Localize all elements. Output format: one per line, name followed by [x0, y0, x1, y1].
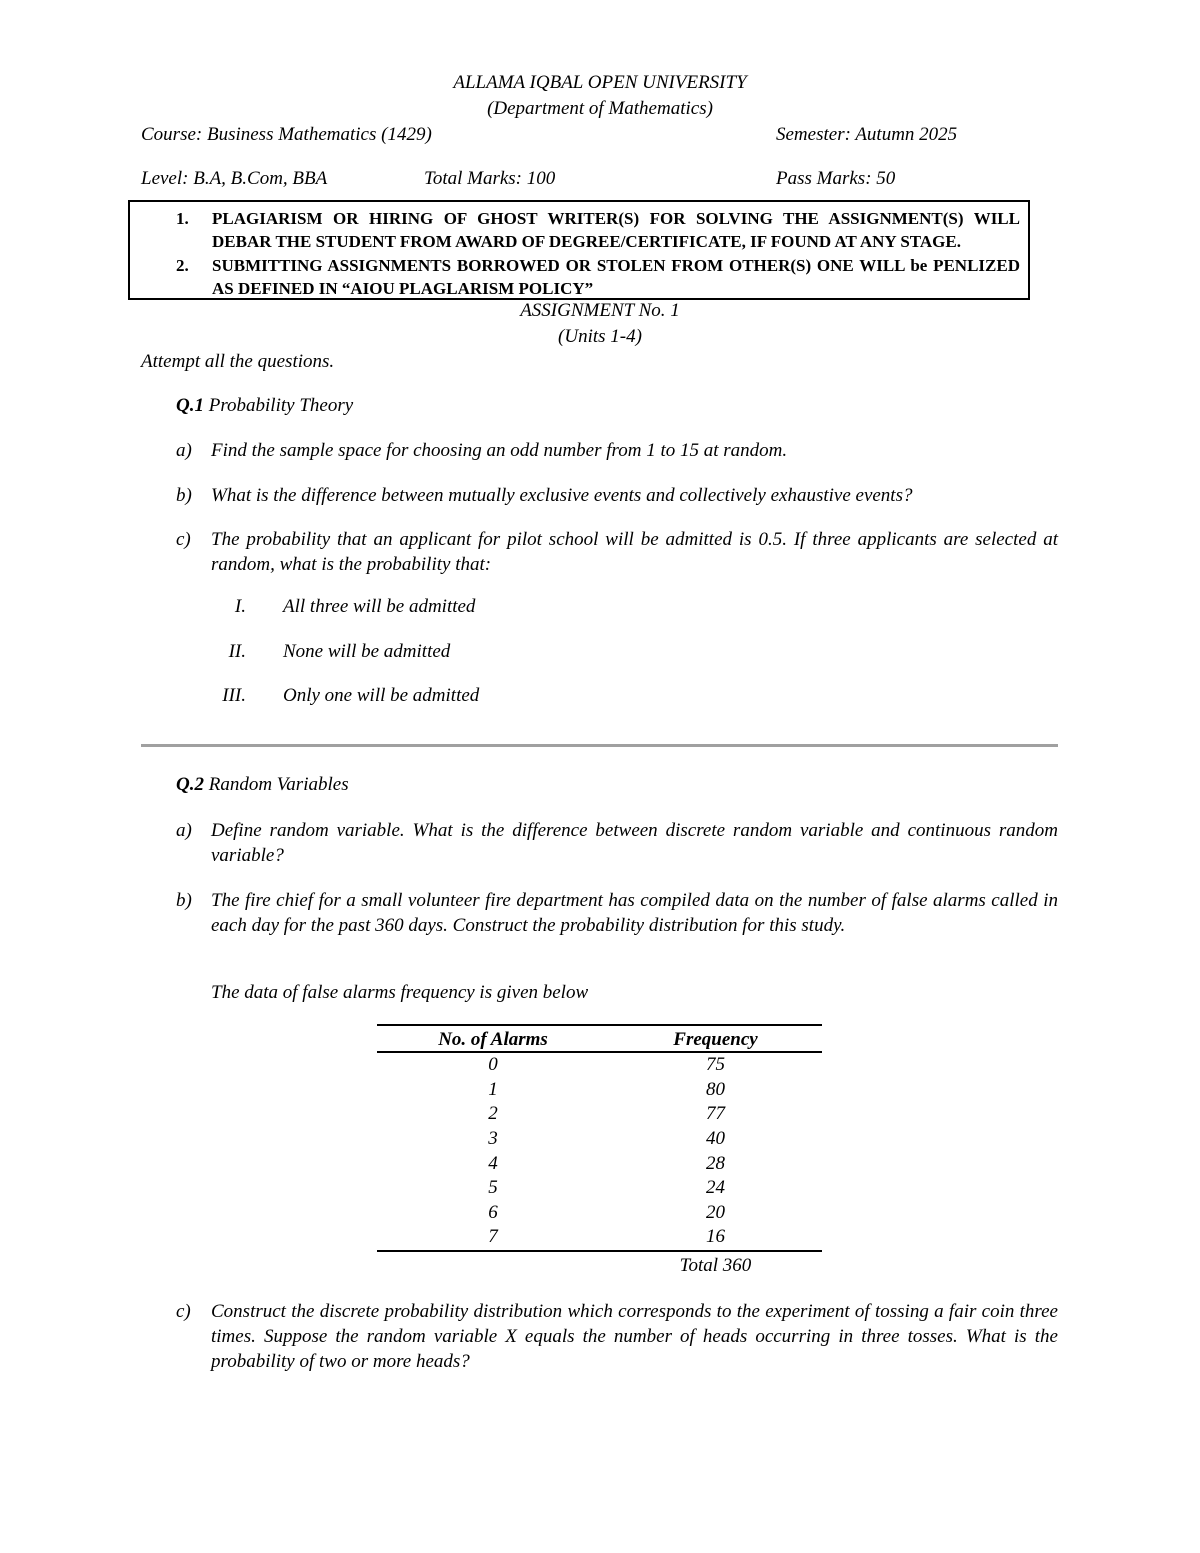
part-label: a) — [176, 820, 192, 841]
table-cell: 40 — [706, 1128, 725, 1150]
q1-part-a — [176, 438, 1058, 463]
table-cell: 0 — [488, 1054, 498, 1076]
column-header-alarms: No. of Alarms — [377, 1025, 609, 1052]
table-header-row — [377, 1025, 822, 1052]
q2-heading — [176, 774, 349, 796]
table-cell: 5 — [488, 1177, 498, 1199]
q1-part-b — [176, 483, 1058, 508]
table-total-row — [377, 1251, 822, 1280]
warning-item-1 — [176, 207, 1020, 253]
warning-text: SUBMITTING ASSIGNMENTS BORROWED OR STOLEN FROM OTHER(S) ONE WILL be PENLIZED AS DEFINED IN “AIOU PLAGLARISM POLICY” — [212, 256, 1020, 298]
table-cell: 75 — [706, 1054, 725, 1076]
table-row — [377, 1078, 822, 1103]
part-text: The fire chief for a small volunteer fire department has compiled data on the number of false alarms called in each day for the past 360 days. Construct the probability distribution for this study. — [211, 890, 1058, 936]
part-text: The probability that an applicant for pilot school will be admitted is 0.5. If three applicants are selected at random, what is the probability that: — [211, 529, 1058, 575]
table-cell: 77 — [706, 1103, 725, 1125]
level-info: Level: B.A, B.Com, BBA — [141, 168, 328, 189]
sub-item-text: None will be admitted — [283, 641, 451, 662]
part-label: b) — [176, 485, 192, 506]
part-text: Define random variable. What is the difference between discrete random variable and continuous random variable? — [211, 820, 1058, 866]
column-header-frequency: Frequency — [609, 1025, 822, 1052]
q1-title: Probability Theory — [208, 395, 354, 416]
part-label: b) — [176, 890, 192, 911]
sub-item-text: Only one will be admitted — [283, 685, 480, 706]
part-text: Construct the discrete probability distribution which corresponds to the experiment of tossing a fair coin three times. Suppose the random variable X equals the number of heads occurring in three tosses. What is the probability of two or more heads? — [211, 1301, 1058, 1372]
assignment-units: (Units 1-4) — [558, 326, 642, 347]
q2-part-b — [176, 888, 1058, 938]
part-label: a) — [176, 440, 192, 461]
q1-part-c — [176, 527, 1058, 577]
table-cell: 20 — [706, 1201, 725, 1223]
table-cell: 24 — [706, 1177, 725, 1199]
sub-item-number: I. — [234, 596, 246, 617]
part-text: What is the difference between mutually exclusive events and collectively exhaustive events? — [211, 485, 913, 506]
table-cell: 80 — [706, 1078, 725, 1100]
warning-number: 2. — [176, 256, 189, 275]
semester-info: Semester: Autumn 2025 — [776, 124, 958, 145]
table-row — [377, 1151, 822, 1176]
table-cell — [377, 1251, 609, 1280]
table-cell: 16 — [609, 1225, 822, 1251]
instruction-text: Attempt all the questions. — [141, 351, 335, 372]
table-row — [377, 1052, 822, 1078]
table-intro: The data of false alarms frequency is given below — [211, 982, 589, 1003]
table-row — [377, 1176, 822, 1201]
sub-item-number: II. — [228, 641, 246, 662]
table-row — [377, 1127, 822, 1152]
university-name: ALLAMA IQBAL OPEN UNIVERSITY — [453, 72, 747, 93]
table-total: Total 360 — [679, 1254, 752, 1276]
table-cell: 1 — [488, 1078, 498, 1100]
false-alarms-table — [377, 1024, 822, 1280]
warning-text: PLAGIARISM OR HIRING OF GHOST WRITER(S) FOR SOLVING THE ASSIGNMENT(S) WILL DEBAR THE STUDENT FROM AWARD OF DEGREE/CERTIFICATE, IF FOUND AT ANY STAGE. — [212, 209, 1020, 251]
total-marks: Total Marks: 100 — [424, 168, 556, 189]
table-row — [377, 1201, 822, 1226]
q2-label: Q.2 — [176, 774, 204, 795]
q1-label: Q.1 — [176, 395, 204, 416]
q2-part-a — [176, 818, 1058, 868]
pass-marks: Pass Marks: 50 — [776, 168, 896, 189]
section-divider — [141, 744, 1058, 747]
q2-part-c — [176, 1299, 1058, 1374]
sub-item-text: All three will be admitted — [283, 596, 476, 617]
part-label: c) — [176, 529, 191, 550]
part-label: c) — [176, 1301, 191, 1322]
table-row — [377, 1225, 822, 1251]
table-cell: 6 — [488, 1201, 498, 1223]
table-cell: 4 — [488, 1152, 498, 1174]
table-cell: 28 — [706, 1152, 725, 1174]
q2-title: Random Variables — [208, 774, 349, 795]
table-cell: 3 — [488, 1128, 498, 1150]
q1-heading — [176, 395, 353, 417]
table-cell: 7 — [377, 1225, 609, 1251]
sub-item-number: III. — [222, 685, 246, 706]
assignment-title: ASSIGNMENT No. 1 — [520, 300, 680, 321]
course-info: Course: Business Mathematics (1429) — [141, 124, 432, 145]
warning-item-2 — [176, 254, 1020, 300]
table-cell: 2 — [488, 1103, 498, 1125]
warning-number: 1. — [176, 209, 189, 228]
department-name: (Department of Mathematics) — [487, 98, 713, 119]
table-row — [377, 1102, 822, 1127]
part-text: Find the sample space for choosing an odd number from 1 to 15 at random. — [211, 440, 788, 461]
